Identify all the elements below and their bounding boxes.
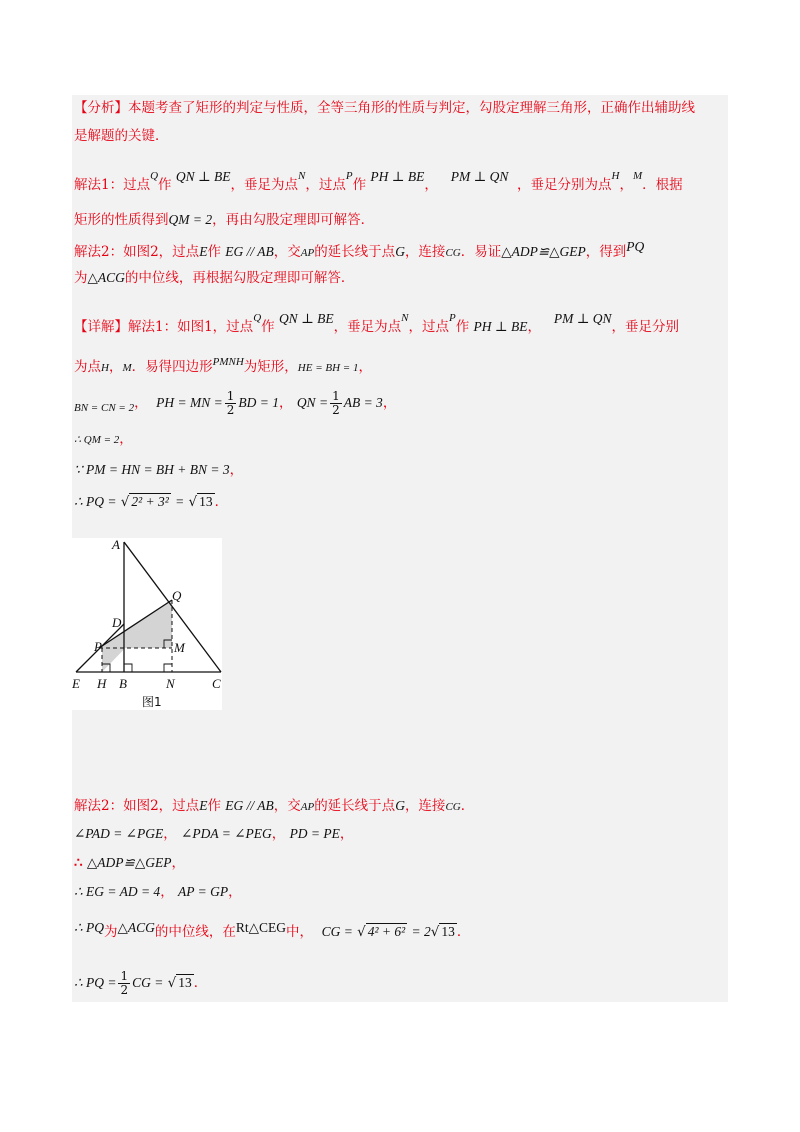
math-cg: CG: [445, 247, 461, 259]
text: 矩形的性质得到: [74, 212, 169, 228]
text: ，: [358, 359, 372, 375]
text: ．根据: [642, 177, 683, 193]
numerator: 1: [226, 389, 235, 403]
math-equals: = 2: [411, 924, 431, 939]
math-congruence: △ADP≌△GEP: [501, 244, 586, 259]
text: ，过点: [305, 177, 346, 193]
math-bd-1: BD = 1: [238, 395, 280, 410]
label-d: D: [112, 615, 122, 630]
math-angles-1: ∠PAD = ∠PGE: [74, 826, 164, 841]
text: ．: [456, 924, 471, 940]
text: ，: [527, 319, 541, 335]
text: 作: [158, 177, 172, 193]
detail-line-1: [74, 308, 724, 337]
point-q: Q: [253, 312, 262, 324]
point-n: N: [298, 170, 306, 182]
text: 作: [261, 319, 275, 335]
math-bn-cn: BN = CN = 2: [74, 402, 135, 414]
label-h: H: [97, 676, 107, 691]
math-qn-perp-be: QN ⊥ BE: [278, 311, 334, 326]
point-h: H: [101, 362, 109, 374]
detail-line-5: [74, 460, 724, 480]
point-q: Q: [150, 170, 159, 182]
method2-line-2: [74, 824, 724, 844]
math-cg: CG: [445, 801, 461, 813]
math-radicand: 13: [199, 494, 213, 509]
figure-caption: 图1: [142, 695, 162, 709]
analysis-label: 【分析】: [74, 100, 128, 116]
text: 的中位线，在: [154, 924, 236, 940]
fraction-half: [118, 970, 130, 997]
text: ．: [214, 494, 229, 510]
analysis-text-1: 本题考查了矩形的判定与性质，全等三角形的性质与判定，勾股定理解三角形，正确作出辅助线: [128, 100, 695, 116]
text: ，垂足为点: [230, 177, 299, 193]
text: 作: [207, 244, 221, 260]
method2-line-6: ∴ PQ = $\frac{1}{2}$ CG = √ 13 ．: [74, 969, 208, 997]
math-pq: ∴ PQ =: [74, 975, 117, 990]
text: ，: [134, 395, 148, 411]
text: 作: [455, 319, 470, 335]
label-c: C: [212, 676, 221, 691]
numerator: 1: [332, 389, 340, 403]
text: 作: [207, 798, 221, 814]
point-e: E: [199, 798, 208, 813]
math-ap: AP: [300, 247, 315, 259]
text: 为: [74, 270, 88, 286]
text: 中，: [286, 924, 313, 940]
text: ，: [279, 395, 293, 411]
label-m: M: [174, 640, 185, 655]
point-m: M: [632, 170, 643, 182]
point-p: P: [448, 312, 456, 324]
text: 为矩形，: [243, 359, 298, 375]
math-ap-gp: AP = GP: [177, 884, 229, 899]
math-cg: CG =: [321, 924, 353, 939]
point-h: H: [611, 170, 620, 182]
math-triangle-acg: △ACG: [117, 920, 155, 935]
label-e: E: [72, 676, 80, 691]
text: ，: [171, 855, 185, 871]
text: ，: [108, 359, 123, 375]
text: ．易证: [460, 244, 502, 260]
text: ，垂足为点: [333, 319, 402, 335]
math-angles-2: ∠PDA = ∠PEG: [181, 826, 272, 841]
point-e: E: [199, 244, 208, 259]
method2-line-4: [74, 882, 724, 902]
math-pq: ∴ PQ =: [74, 494, 117, 509]
text: ．: [193, 975, 208, 991]
math-pmnh: PMNH: [212, 356, 244, 368]
math-ap: AP: [300, 801, 315, 813]
text: 解法2：如图2，过点: [74, 798, 200, 814]
text: ．易得四边形: [131, 359, 213, 375]
label-n: N: [166, 676, 175, 691]
text: ，: [229, 462, 244, 478]
text: 的延长线于点: [314, 798, 396, 814]
text: ，: [119, 431, 133, 447]
math-eg-parallel-ab: EG // AB: [225, 798, 274, 813]
method2-summary-line-2: [74, 268, 724, 288]
method1-summary-line-2: [74, 210, 724, 230]
math-radicand: 2² + 3²: [131, 494, 169, 509]
math-pq: ∴ PQ: [74, 920, 104, 935]
geometry-diagram: [72, 538, 222, 710]
math-rt-ceg: Rt△CEG: [235, 920, 286, 935]
analysis-text-2: 是解题的关键．: [74, 128, 169, 144]
math-qn-perp-be: QN ⊥ BE: [175, 169, 231, 184]
text: ，得到: [585, 244, 627, 260]
detail-line-3: [74, 390, 724, 418]
text: ，: [424, 177, 438, 193]
fraction-half: [330, 390, 342, 417]
text: ，: [163, 826, 177, 842]
math-equals: =: [175, 494, 185, 509]
text: 解法1：过点: [74, 177, 151, 193]
denominator: 2: [120, 983, 129, 997]
analysis-line-2: [74, 126, 724, 146]
math-step-qm: ∴ QM = 2: [74, 434, 120, 446]
text: ，连接: [404, 798, 446, 814]
point-n: N: [401, 312, 409, 324]
label-b: B: [119, 676, 127, 691]
math-pq: PQ: [626, 239, 645, 254]
text: ，: [382, 395, 397, 411]
math-ph-perp-be: PH ⊥ BE: [370, 169, 425, 184]
text: ，过点: [408, 319, 449, 335]
denominator: 2: [332, 403, 340, 417]
figure-1: [72, 538, 222, 710]
point-g: G: [395, 798, 405, 813]
text: ，再由勾股定理即可解答．: [212, 212, 375, 228]
text: ，交: [273, 244, 301, 260]
text: ．: [460, 798, 475, 814]
math-pd-pe: PD = PE: [289, 826, 340, 841]
text: ，垂足分别为点: [517, 177, 612, 193]
text: ，: [339, 826, 354, 842]
point-m: M: [122, 362, 132, 374]
text: ，: [619, 177, 633, 193]
math-eg-parallel-ab: EG // AB: [225, 244, 274, 259]
text: ，: [228, 884, 242, 900]
label-p: P: [94, 639, 102, 654]
math-step-pm: ∵ PM = HN = BH + BN = 3: [74, 462, 230, 477]
denominator: 2: [226, 403, 235, 417]
math-pm-perp-qn: PM ⊥ QN: [450, 169, 509, 184]
detail-line-6: ∴ PQ = √ 2² + 3² = √ 13 ．: [74, 494, 229, 510]
math-ph-mn: PH = MN =: [156, 395, 223, 410]
math-eg-ad: ∴ EG = AD = 4: [74, 884, 161, 899]
math-pm-perp-qn: PM ⊥ QN: [553, 311, 612, 326]
text: ，: [160, 884, 174, 900]
label-q: Q: [172, 588, 182, 603]
math-he-bh: HE = BH = 1: [297, 362, 359, 374]
text: 解法2：如图2，过点: [74, 244, 200, 260]
math-radicand: 13: [178, 975, 192, 990]
method2-line-3: [74, 853, 724, 873]
numerator: 1: [120, 969, 129, 983]
math-ab-3: AB = 3: [343, 395, 383, 410]
analysis-line-1: [74, 98, 724, 118]
text: 作: [352, 177, 367, 193]
text: ，: [271, 826, 286, 842]
math-qm-2: QM = 2: [168, 212, 213, 227]
text: 解法1：如图1，过点: [128, 319, 254, 335]
text: 为点: [74, 359, 101, 375]
therefore-symbol: ∴: [74, 855, 83, 871]
text: 的中位线，再根据勾股定理即可解答．: [124, 270, 355, 286]
fraction-half: [225, 390, 237, 417]
math-ph-perp-be: PH ⊥ BE: [473, 319, 528, 334]
text: ，垂足分别: [611, 319, 680, 335]
text: 为: [103, 924, 118, 940]
point-p: P: [345, 170, 353, 182]
detail-line-4: [74, 429, 724, 450]
method2-line-1: [74, 796, 724, 817]
label-a: A: [112, 538, 120, 552]
math-congruence: △ADP≌△GEP: [86, 855, 172, 870]
text: ，交: [273, 798, 301, 814]
point-g: G: [395, 244, 405, 259]
detail-line-2: [74, 352, 724, 378]
right-angle-b: [124, 664, 132, 672]
right-angle-n: [164, 664, 172, 672]
detail-label: 【详解】: [74, 319, 128, 335]
math-triangle-acg: △ACG: [87, 270, 125, 285]
math-radicand: 4² + 6²: [367, 924, 406, 939]
method2-summary-line-1: [74, 237, 724, 263]
text: 的延长线于点: [314, 244, 396, 260]
method1-summary-line-1: [74, 166, 724, 195]
math-qn: QN =: [296, 395, 329, 410]
method2-line-5: ∴ PQ为△ACG的中位线，在Rt△CEG中， CG = √ 4² + 6² = 2√ 13 ．: [74, 920, 471, 940]
math-radicand: 13: [441, 924, 455, 939]
math-cg: CG =: [132, 975, 164, 990]
text: ，连接: [404, 244, 446, 260]
